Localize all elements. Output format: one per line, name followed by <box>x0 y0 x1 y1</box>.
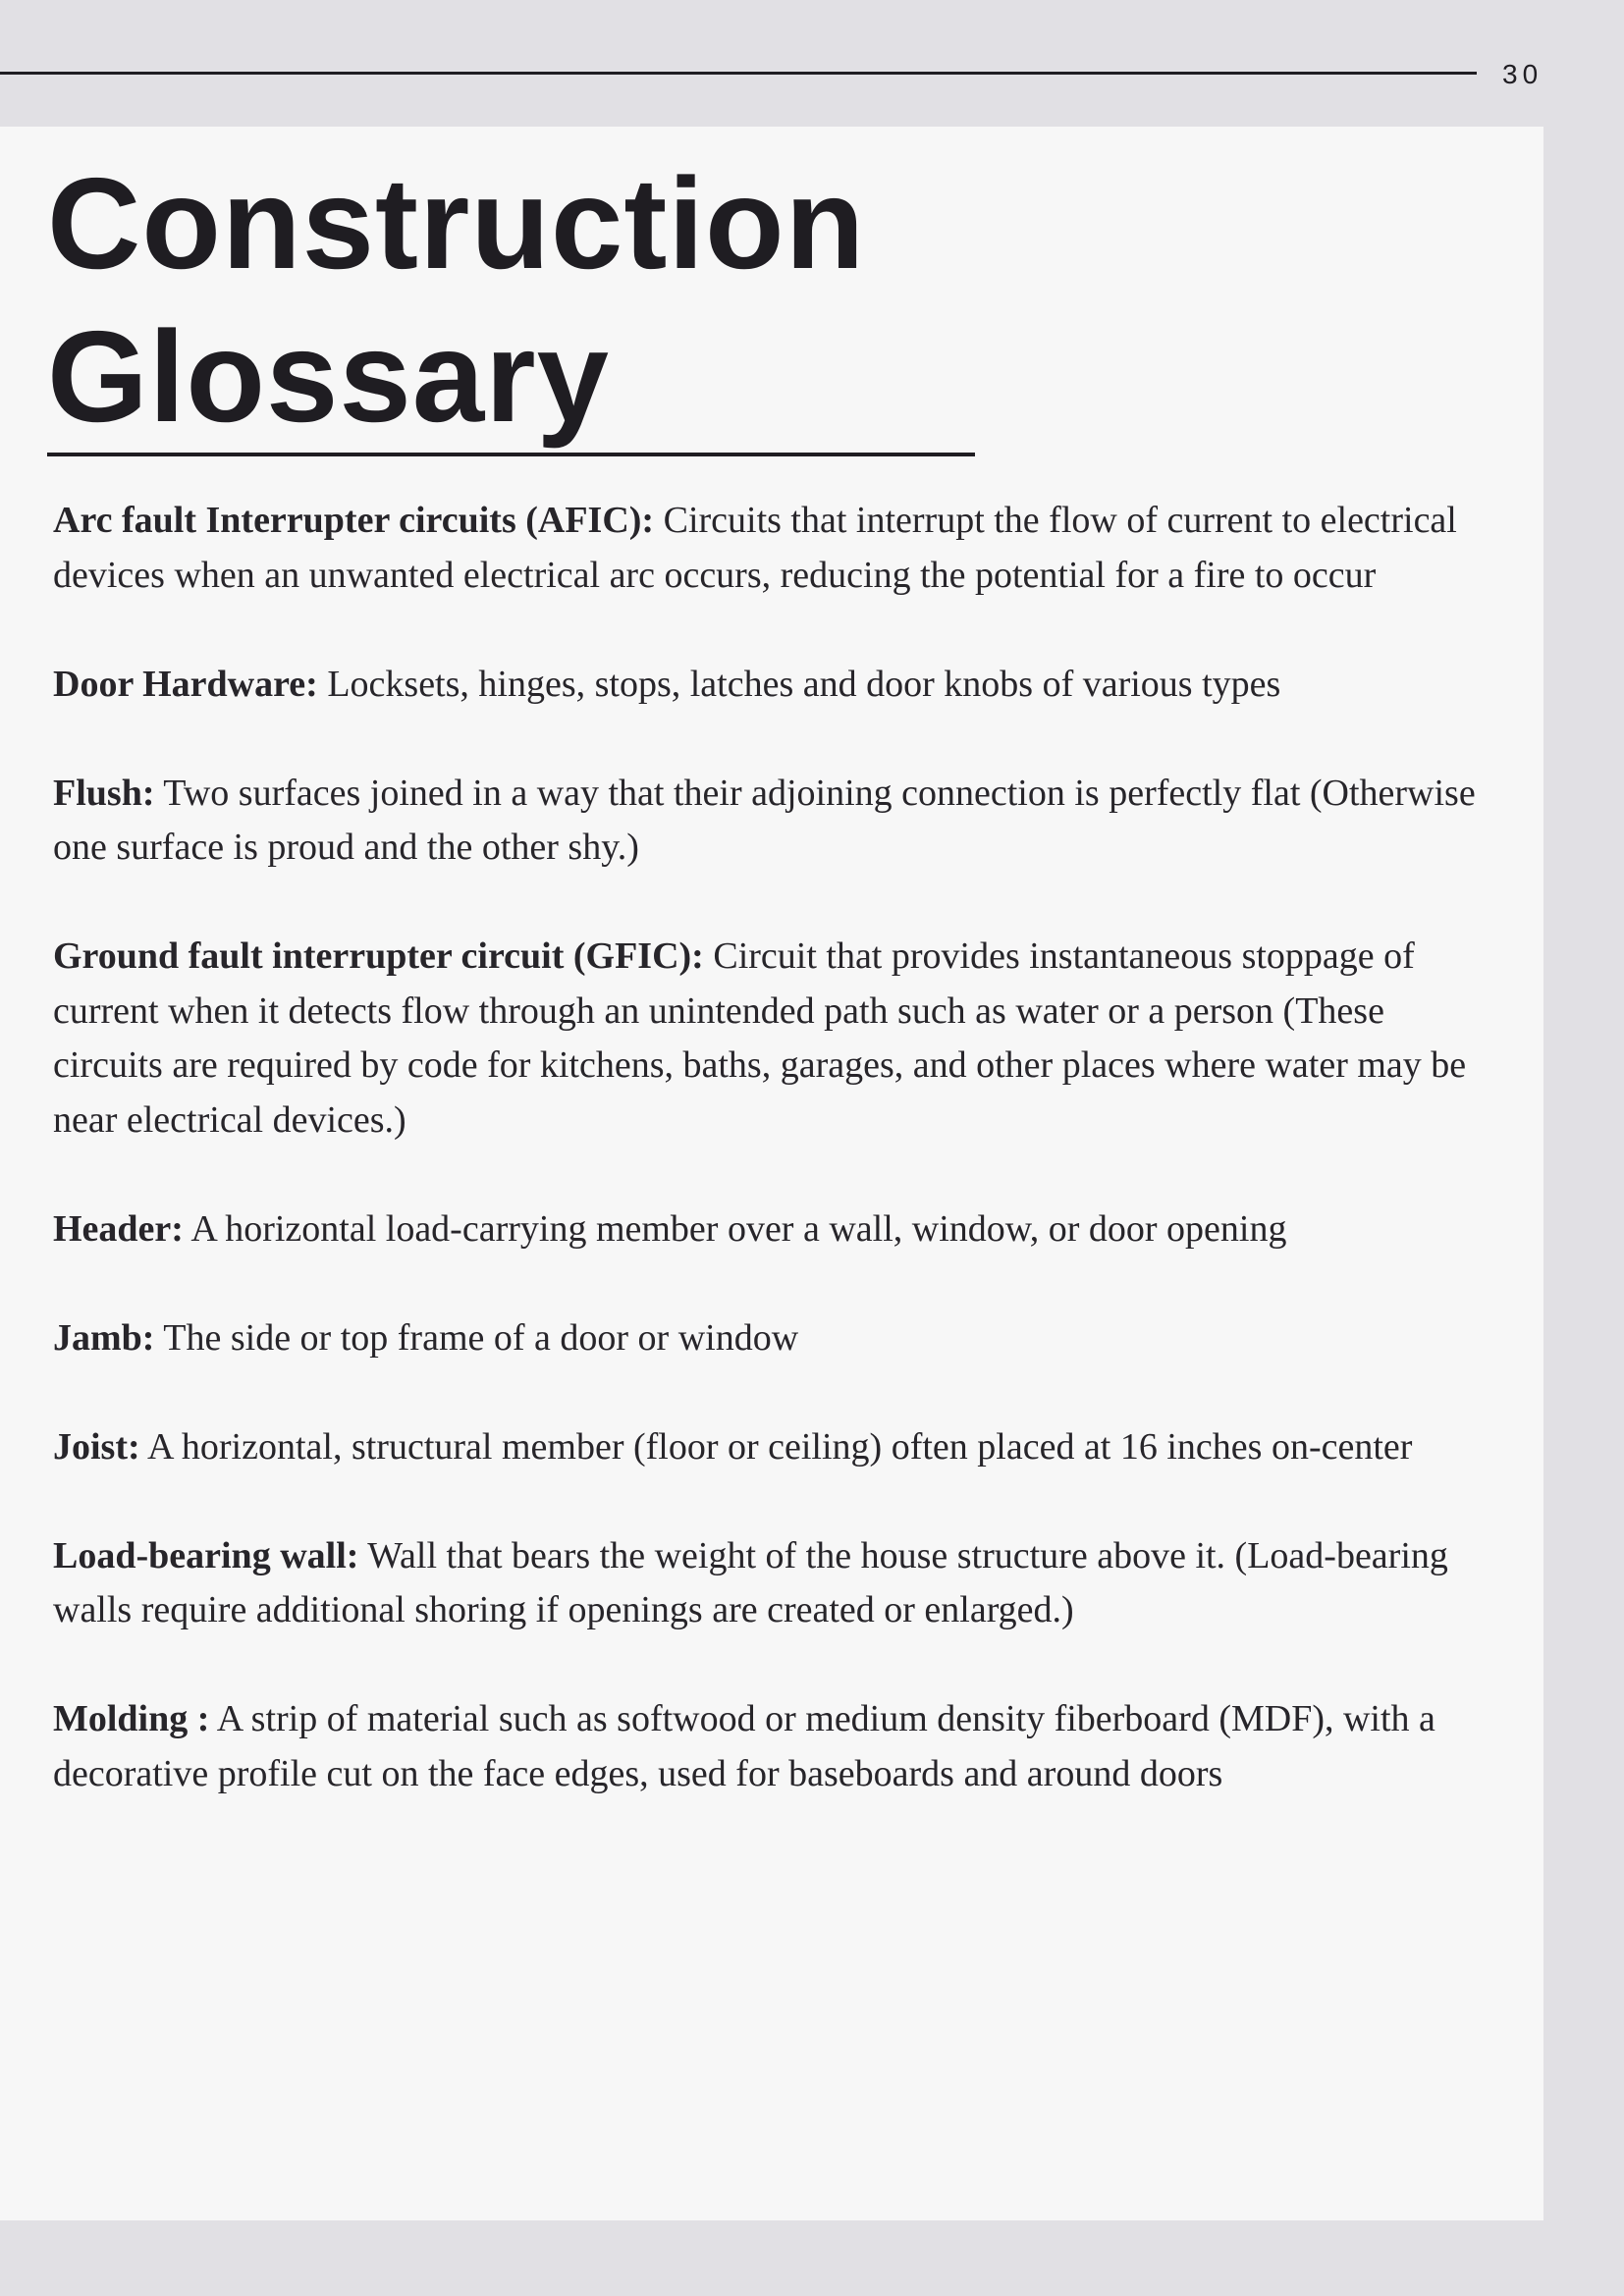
glossary-definition: A horizontal, structural member (floor or ceiling) often placed at 16 inches on-center <box>139 1425 1413 1468</box>
glossary-term: Ground fault interrupter circuit (GFIC): <box>53 935 704 977</box>
page-title-line-2: Glossary <box>47 304 610 449</box>
glossary-term: Flush: <box>53 772 155 814</box>
glossary-entry-flush <box>53 767 1487 876</box>
title-underline <box>47 453 975 456</box>
glossary-definition: A horizontal load-carrying member over a wall, window, or door opening <box>183 1207 1287 1250</box>
glossary-definition: The side or top frame of a door or window <box>154 1316 799 1359</box>
glossary-term: Door Hardware: <box>53 663 318 705</box>
glossary-term: Load-bearing wall: <box>53 1534 359 1576</box>
glossary-term: Molding : <box>53 1698 210 1739</box>
glossary-term: Header: <box>53 1207 184 1250</box>
glossary-entry-load-bearing-wall <box>53 1529 1487 1638</box>
glossary-entry-molding <box>53 1692 1487 1801</box>
glossary-definition: Wall that bears the weight of the house structure above it. (Load-bearing walls require additional shoring if openings are created or enlarged.) <box>53 1534 1448 1630</box>
glossary-definition: Circuit that provides instantaneous stoppage of current when it detects flow through an unintended path such as water or a person (These circuits are required by code for kitchens, baths, garages, and other places where water may be near electrical devices.) <box>53 935 1467 1141</box>
page-title-line-1: Construction <box>47 151 866 295</box>
glossary-definition: Circuits that interrupt the flow of current to electrical devices when an unwanted electrical arc occurs, reducing the potential for a fire to occur <box>53 500 1457 596</box>
header-rule <box>0 72 1477 75</box>
glossary-definition: Locksets, hinges, stops, latches and door knobs of various types <box>317 663 1281 705</box>
glossary-definition: A strip of material such as softwood or medium density fiberboard (MDF), with a decorative profile cut on the face edges, used for baseboards and around doors <box>53 1698 1435 1794</box>
glossary-term: Joist: <box>53 1425 140 1468</box>
glossary-term: Arc fault Interrupter circuits (AFIC): <box>53 500 655 541</box>
glossary-entry-gfic <box>53 930 1487 1148</box>
glossary-list <box>53 494 1487 1856</box>
glossary-definition: Two surfaces joined in a way that their adjoining connection is perfectly flat (Otherwise one surface is proud and the other shy.) <box>53 772 1476 868</box>
glossary-entry-header <box>53 1202 1487 1257</box>
glossary-entry-joist <box>53 1420 1487 1475</box>
glossary-term: Jamb: <box>53 1316 155 1359</box>
page-title <box>47 147 1029 454</box>
glossary-entry-door-hardware <box>53 658 1487 713</box>
page-number: 30 <box>1502 59 1543 89</box>
glossary-entry-jamb <box>53 1311 1487 1366</box>
glossary-entry-afic <box>53 494 1487 603</box>
